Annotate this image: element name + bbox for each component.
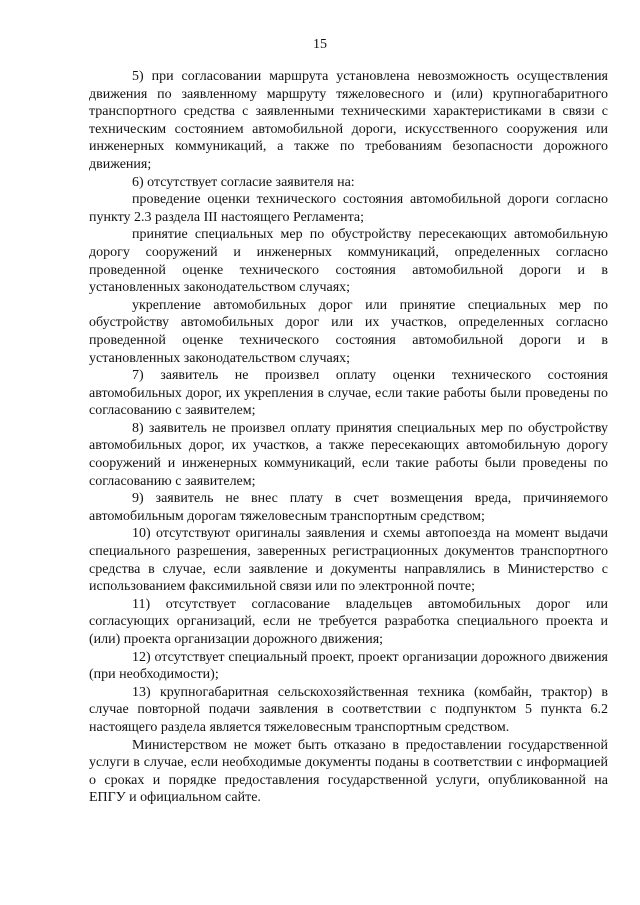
paragraph-item-12-no-special-project: 12) отсутствует специальный проект, проект организации дорожного движения (при необходимости); <box>89 649 608 683</box>
paragraph-item-13-agricultural-machinery: 13) крупногабаритная сельскохозяйственная техника (комбайн, трактор) в случае повторной подачи заявления в соответствии с подпунктом 5 пункта 6.2 настоящего раздела является тяжеловесным транспортным средством. <box>89 684 608 735</box>
page-number: 15 <box>313 37 327 52</box>
paragraph-item-11-no-approval: 11) отсутствует согласование владельцев автомобильных дорог или согласующих организаций, если не требуется разработка специального проекта и (или) проекта организации дорожного движения; <box>89 596 608 647</box>
paragraph-consent-special-measures: принятие специальных мер по обустройству пересекающих автомобильную дорогу сооружений и инженерных коммуникаций, определенных согласно проведенной оценке технического состояния автомобильной дороги и в установленных законодательством случаях; <box>89 227 608 296</box>
paragraph-consent-assessment: проведение оценки технического состояния автомобильной дороги согласно пункту 2.3 раздела III настоящего Регламента; <box>89 192 608 225</box>
document-body <box>89 68 608 807</box>
paragraph-item-6-no-consent: 6) отсутствует согласие заявителя на: <box>132 174 355 190</box>
paragraph-consent-road-strengthening: укрепление автомобильных дорог или принятие специальных мер по обустройству автомобильных дорог или их участков, определенных согласно проведенной оценке технического состояния автомобильной дороги и в установленных законодательством случаях; <box>89 297 608 366</box>
paragraph-item-8-no-payment-measures: 8) заявитель не произвел оплату принятия специальных мер по обустройству автомобильных дорог, их участков, а также пересекающих автомобильную дорогу сооружений и инженерных коммуникаций, если такие работы были проведены по согласованию с заявителем; <box>89 420 608 489</box>
paragraph-item-9-no-damage-fee: 9) заявитель не внес плату в счет возмещения вреда, причиняемого автомобильным дорогам тяжеловесным транспортным средством; <box>89 491 608 524</box>
paragraph-item-5-route-impossible: 5) при согласовании маршрута установлена невозможность осуществления движения по заявленному маршруту тяжеловесного и (или) крупногабаритного транспортного средства с заявленными техническими характеристиками в связи с техническим состоянием автомобильной дороги, искусственного сооружения или инженерных коммуникаций, а также по требованиям безопасности дорожного движения; <box>89 69 608 172</box>
paragraph-item-7-no-payment-assessment: 7) заявитель не произвел оплату оценки технического состояния автомобильных дорог, их укрепления в случае, если такие работы были проведены по согласованию с заявителем; <box>89 368 608 419</box>
paragraph-refusal-not-allowed: Министерством не может быть отказано в предоставлении государственной услуги в случае, если необходимые документы поданы в соответствии с информацией о сроках и порядке предоставления государственной услуги, опубликованной на ЕПГУ и официальном сайте. <box>89 737 608 806</box>
paragraph-item-10-no-originals: 10) отсутствуют оригиналы заявления и схемы автопоезда на момент выдачи специального разрешения, заверенных регистрационных документов транспортного средства в случае, если заявление и документы направлялись в Министерство с использованием факсимильной связи или по электронной почте; <box>89 526 608 595</box>
